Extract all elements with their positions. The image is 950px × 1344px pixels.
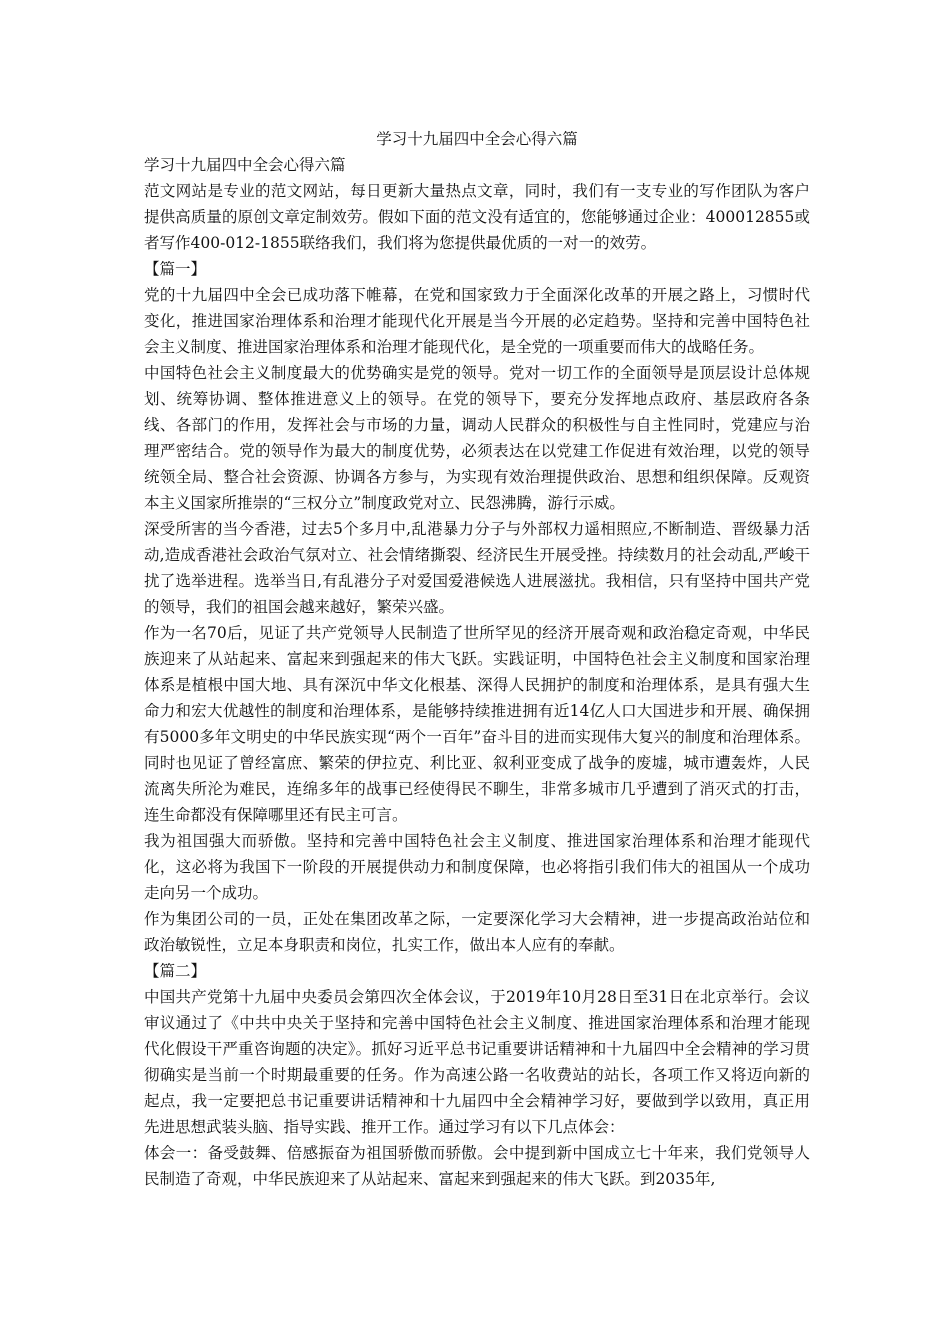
section1-paragraph: 深受所害的当今香港，过去5个多月中,乱港暴力分子与外部权力遥相照应,不断制造、晋级暴力活动,造成香港社会政治气氛对立、社会情绪撕裂、经济民生开展受挫。持续数月的社会动乱,严峻干扰了选举进程。选举当日,有乱港分子对爱国爱港候选人进展滋扰。我相信，只有坚持中国共产党的领导，我们的祖国会越来越好，繁荣兴盛。	[144, 520, 810, 616]
section2-paragraph: 中国共产党第十九届中央委员会第四次全体会议，于2019年10月28日至31日在北京举行。会议审议通过了《中共中央关于坚持和完善中国特色社会主义制度、推进国家治理体系和治理才能现代化假设干严重咨询题的决定》。抓好习近平总书记重要讲话精神和十九届四中全会精神的学习贯彻确实是当前一个时期最重要的任务。作为高速公路一名收费站的站长，各项工作又将迈向新的起点，我一定要把总书记重要讲话精神和十九届四中全会精神学习好，要做到学以致用，真正用先进思想武装头脑、指导实践、推开工作。通过学习有以下几点体会：	[144, 988, 810, 1136]
section1-paragraph: 中国特色社会主义制度最大的优势确实是党的领导。党对一切工作的全面领导是顶层设计总体规划、统筹协调、整体推进意义上的领导。在党的领导下，要充分发挥地点政府、基层政府各条线、各部门的作用，发挥社会与市场的力量，调动人民群众的积极性与自主性同时，党建应与治理严密结合。党的领导作为最大的制度优势，必须表达在以党建工作促进有效治理，以党的领导统领全局、整合社会资源、协调各方参与，为实现有效治理提供政治、思想和组织保障。反观资本主义国家所推崇的“三权分立”制度政党对立、民怨沸腾，游行示威。	[144, 364, 810, 512]
section2-paragraph: 体会一：备受鼓舞、倍感振奋为祖国骄傲而骄傲。会中提到新中国成立七十年来，我们党领导人民制造了奇观，中华民族迎来了从站起来、富起来到强起来的伟大飞跃。到2035年,	[144, 1144, 810, 1188]
document-subtitle: 学习十九届四中全会心得六篇	[144, 156, 346, 174]
section-heading-1: 【篇一】	[144, 260, 207, 278]
document-title: 学习十九届四中全会心得六篇	[376, 130, 578, 148]
document-body	[144, 126, 810, 1192]
intro-paragraph: 范文网站是专业的范文网站，每日更新大量热点文章，同时，我们有一支专业的写作团队为客户提供高质量的原创文章定制效劳。假如下面的范文没有适宜的，您能够通过企业：400012855或者写作400-012-1855联络我们，我们将为您提供最优质的一对一的效劳。	[144, 182, 810, 252]
section1-paragraph: 作为一名70后，见证了共产党领导人民制造了世所罕见的经济开展奇观和政治稳定奇观，中华民族迎来了从站起来、富起来到强起来的伟大飞跃。实践证明，中国特色社会主义制度和国家治理体系是植根中国大地、具有深沉中华文化根基、深得人民拥护的制度和治理体系，是具有强大生命力和宏大优越性的制度和治理体系，是能够持续推进拥有近14亿人口大国进步和开展、确保拥有5000多年文明史的中华民族实现“两个一百年”奋斗目的进而实现伟大复兴的制度和治理体系。同时也见证了曾经富庶、繁荣的伊拉克、利比亚、叙利亚变成了战争的废墟，城市遭轰炸，人民流离失所沦为难民，连绵多年的战事已经使得民不聊生，非常多城市几乎遭到了消灭式的打击，连生命都没有保障哪里还有民主可言。	[144, 624, 810, 824]
section1-paragraph: 党的十九届四中全会已成功落下帷幕，在党和国家致力于全面深化改革的开展之路上，习惯时代变化，推进国家治理体系和治理才能现代化开展是当今开展的必定趋势。坚持和完善中国特色社会主义制度、推进国家治理体系和治理才能现代化，是全党的一项重要而伟大的战略任务。	[144, 286, 810, 356]
section1-paragraph: 我为祖国强大而骄傲。坚持和完善中国特色社会主义制度、推进国家治理体系和治理才能现代化，这必将为我国下一阶段的开展提供动力和制度保障，也必将指引我们伟大的祖国从一个成功走向另一个成功。	[144, 832, 810, 902]
section-heading-2: 【篇二】	[144, 962, 207, 980]
section1-paragraph: 作为集团公司的一员，正处在集团改革之际，一定要深化学习大会精神，进一步提高政治站位和政治敏锐性，立足本身职责和岗位，扎实工作，做出本人应有的奉献。	[144, 910, 810, 954]
